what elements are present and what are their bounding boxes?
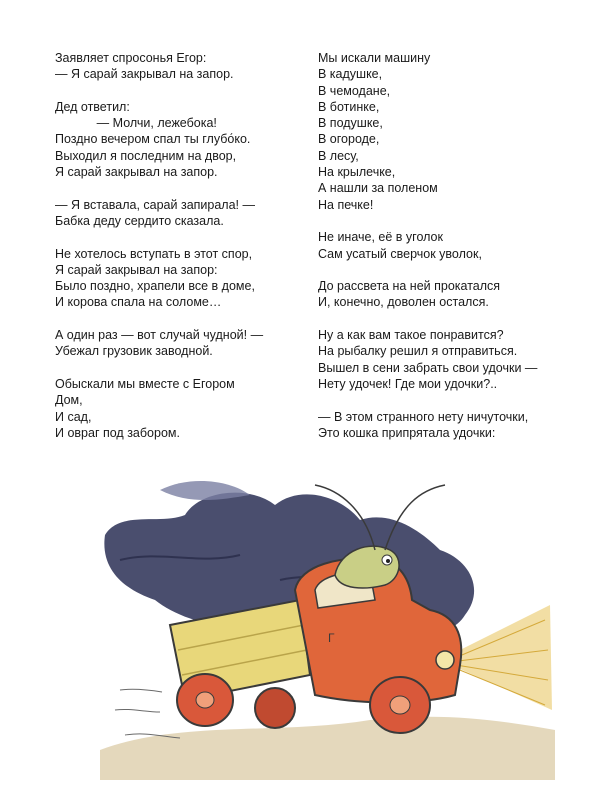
poem-line: А один раз — вот случай чудной! — <box>55 328 264 343</box>
poem-line: Мы искали машину <box>318 51 431 65</box>
poem-line: В ботинке, <box>318 99 380 114</box>
cloud-highlight <box>160 481 250 500</box>
stanza <box>318 327 578 392</box>
poem-line: В кадушке, <box>318 67 383 82</box>
poem-line: Было поздно, храпели все в доме, <box>55 279 255 294</box>
poem-line: — В этом странного нету ничуточки, <box>318 409 529 424</box>
poem-line: — Я сарай закрывал на запор. <box>55 67 234 82</box>
poem-line: Не иначе, её в уголок <box>318 230 443 245</box>
poem-line: Поздно вечером спал ты глубо́ко. <box>55 132 251 147</box>
poem-line: И сад, <box>55 409 92 424</box>
poem-line: Дед ответил: <box>55 99 130 114</box>
stanza <box>55 246 305 311</box>
poem-line: А нашли за поленом <box>318 181 438 196</box>
illustration-cricket-truck <box>100 450 555 780</box>
poem-line: Я сарай закрывал на запор: <box>55 262 218 277</box>
poem-line: Убежал грузовик заводной. <box>55 344 213 359</box>
svg-text:Г: Г <box>328 631 335 645</box>
stanza <box>55 50 305 83</box>
poem-line: Заявляет спросонья Егор: <box>55 51 207 65</box>
truck-wheel <box>255 688 295 728</box>
poem-line: Вышел в сени забрать свои удочки — <box>318 360 538 375</box>
poem-line: На рыбалку решил я отправиться. <box>318 344 518 359</box>
ground-shape <box>100 717 555 780</box>
stanza <box>55 376 305 441</box>
stanza <box>318 229 578 262</box>
stanza <box>55 327 305 360</box>
poem-line: Нету удочек! Где мои удочки?.. <box>318 376 498 391</box>
poem-line: Ну а как вам такое понравится? <box>318 328 504 343</box>
truck-wheel <box>370 677 430 733</box>
poem-line: Не хотелось вступать в этот спор, <box>55 246 253 261</box>
poem-right-column <box>318 50 578 457</box>
poem-line: Сам усатый сверчок уволок, <box>318 246 482 261</box>
poem-line: — Молчи, лежебока! <box>55 116 217 131</box>
poem-line: В чемодане, <box>318 83 391 98</box>
stanza <box>55 99 305 180</box>
truck-wheel <box>177 674 233 726</box>
poem-line: Выходил я последним на двор, <box>55 148 237 163</box>
poem-line: В огороде, <box>318 132 380 147</box>
poem-line: На крылечке, <box>318 165 396 180</box>
stanza <box>318 409 578 442</box>
stanza <box>318 50 578 213</box>
poem-line: Бабка деду сердито сказала. <box>55 213 224 228</box>
poem-line: Дом, <box>55 393 83 408</box>
poem-line: Обыскали мы вместе с Егором <box>55 376 235 391</box>
poem-line: На печке! <box>318 197 374 212</box>
poem-line: И овраг под забором. <box>55 425 180 440</box>
poem-line: — Я вставала, сарай запирала! — <box>55 197 255 212</box>
poem-line: И корова спала на соломе… <box>55 295 222 310</box>
poem-line: Это кошка припрятала удочки: <box>318 425 496 440</box>
poem-line: До рассвета на ней прокатался <box>318 279 501 294</box>
poem-line: В лесу, <box>318 148 359 163</box>
stanza <box>318 278 578 311</box>
poem-line: Я сарай закрывал на запор. <box>55 165 218 180</box>
poem-line: И, конечно, доволен остался. <box>318 295 489 310</box>
poem-line: В подушке, <box>318 116 383 131</box>
stanza <box>55 197 305 230</box>
poem-left-column <box>55 50 305 457</box>
